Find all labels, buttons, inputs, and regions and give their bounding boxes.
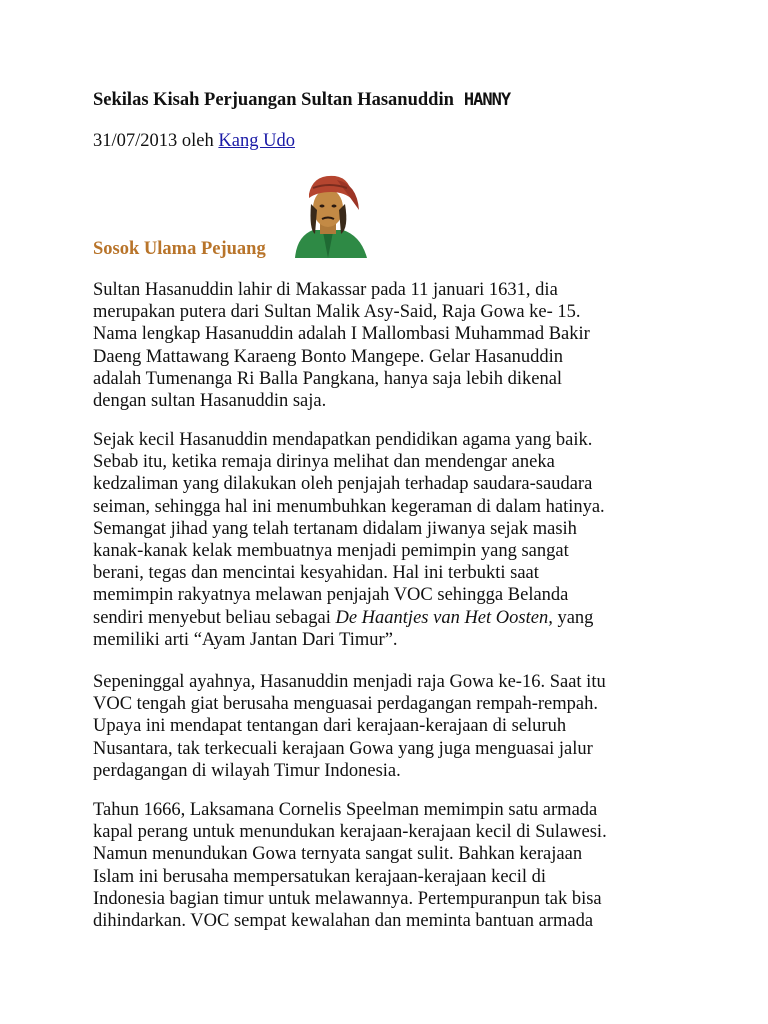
text-line: kapal perang untuk menundukan kerajaan-kerajaan kecil di Sulawesi. <box>93 822 607 843</box>
text-line: memimpin rakyatnya melawan penjajah VOC sehingga Belanda <box>93 585 569 606</box>
text-line: kedzaliman yang dilakukan oleh penjajah terhadap saudara-saudara <box>93 474 593 495</box>
text-line: merupakan putera dari Sultan Malik Asy-Said, Raja Gowa ke- 15. <box>93 302 581 323</box>
title-tag: HANNY <box>463 90 511 110</box>
text-span: sendiri menyebut beliau sebagai <box>93 607 336 628</box>
text-line: Tahun 1666, Laksamana Cornelis Speelman memimpin satu armada <box>93 800 598 820</box>
text-span: yang <box>552 607 594 628</box>
dutch-title: De Haantjes van Het Oosten, <box>335 607 553 628</box>
text-line: Namun menundukan Gowa ternyata sangat sulit. Bahkan kerajaan <box>93 844 583 865</box>
text-line: VOC tengah giat berusaha menguasai perdagangan rempah-rempah. <box>93 694 598 715</box>
text-line: kanak-kanak kelak membuatnya menjadi pemimpin yang sangat <box>93 541 569 562</box>
text-line: dihindarkan. VOC sempat kewalahan dan meminta bantuan armada <box>93 911 594 932</box>
text-line <box>93 607 605 629</box>
author-link[interactable]: Kang Udo <box>218 131 295 151</box>
text-line: adalah Tumenanga Ri Balla Pangkana, hanya saja lebih dikenal <box>93 368 563 389</box>
article-meta <box>93 131 295 152</box>
article-title <box>93 90 510 111</box>
text-line: Sultan Hasanuddin lahir di Makassar pada 11 januari 1631, dia <box>93 280 558 300</box>
by-label: oleh <box>181 131 214 151</box>
paragraph-4 <box>93 799 607 932</box>
paragraph-1 <box>93 279 590 412</box>
text-line: Islam ini berusaha mempersatukan kerajaan-kerajaan kecil di <box>93 866 547 887</box>
text-line: Upaya ini mendapat tentangan dari kerajaan-kerajaan di seluruh <box>93 716 567 737</box>
section-heading: Sosok Ulama Pejuang <box>93 239 266 259</box>
text-line: seiman, sehingga hal ini menumbuhkan kegeraman di dalam hatinya. <box>93 496 605 517</box>
text-line: dengan sultan Hasanuddin saja. <box>93 391 327 412</box>
text-line: perdagangan di wilayah Timur Indonesia. <box>93 760 401 781</box>
text-line: Sepeninggal ayahnya, Hasanuddin menjadi raja Gowa ke-16. Saat itu <box>93 672 606 692</box>
paragraph-3 <box>93 671 606 782</box>
title-text: Sekilas Kisah Perjuangan Sultan Hasanuddin <box>93 90 454 110</box>
text-line: Indonesia bagian timur untuk melawannya. Pertempuranpun tak bisa <box>93 888 602 909</box>
text-line: Nusantara, tak terkecuali kerajaan Gowa yang juga menguasai jalur <box>93 738 593 759</box>
text-line: Sejak kecil Hasanuddin mendapatkan pendidikan agama yang baik. <box>93 430 593 450</box>
text-line: Daeng Mattawang Karaeng Bonto Mangepe. Gelar Hasanuddin <box>93 346 564 367</box>
post-date: 31/07/2013 <box>93 131 178 151</box>
text-line: Nama lengkap Hasanuddin adalah I Mallombasi Muhammad Bakir <box>93 324 590 345</box>
text-line: memiliki arti “Ayam Jantan Dari Timur”. <box>93 629 398 650</box>
text-line: Semangat jihad yang telah tertanam didalam jiwanya sejak masih <box>93 518 577 539</box>
portrait-image <box>287 170 369 258</box>
text-line: Sebab itu, ketika remaja dirinya melihat dan mendengar aneka <box>93 452 555 473</box>
paragraph-2 <box>93 429 605 651</box>
text-line: berani, tegas dan mencintai kesyahidan. Hal ini terbukti saat <box>93 563 539 584</box>
